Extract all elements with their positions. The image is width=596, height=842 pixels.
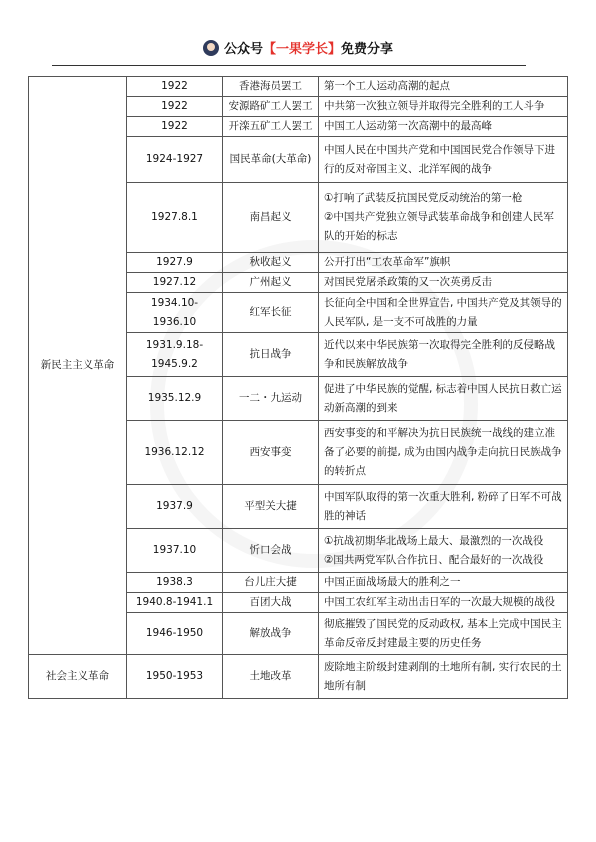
avatar-icon	[203, 40, 219, 56]
event-cell: 一二・九运动	[223, 377, 319, 421]
year-cell: 1927.12	[127, 273, 223, 293]
event-cell: 广州起义	[223, 273, 319, 293]
significance-line: 中国工农红军主动出击日军的一次最大规模的战役	[324, 596, 555, 608]
year-cell: 1935.12.9	[127, 377, 223, 421]
event-cell: 红军长征	[223, 293, 319, 333]
significance-line: ②中国共产党独立领导武装革命战争和创建人民军队的开始的标志	[324, 211, 554, 242]
year-cell: 1922	[127, 97, 223, 117]
significance-cell	[319, 117, 568, 137]
significance-cell	[319, 377, 568, 421]
significance-line: 废除地主阶级封建剥削的土地所有制, 实行农民的土地所有制	[324, 660, 562, 692]
significance-cell	[319, 421, 568, 485]
year-cell: 1937.10	[127, 529, 223, 573]
significance-cell	[319, 333, 568, 377]
header-brand: 一果学长	[275, 42, 328, 57]
event-cell: 平型关大捷	[223, 485, 319, 529]
event-cell: 香港海员罢工	[223, 77, 319, 97]
significance-line: 中国军队取得的第一次重大胜利, 粉碎了日军不可战胜的神话	[324, 490, 562, 522]
event-cell: 抗日战争	[223, 333, 319, 377]
significance-cell	[319, 97, 568, 117]
category-cell: 新民主主义革命	[29, 77, 127, 655]
year-cell: 1936.12.12	[127, 421, 223, 485]
significance-line: ①抗战初期华北战场上最大、最激烈的一次战役	[324, 534, 544, 547]
header-suffix: 免费分享	[341, 42, 394, 57]
significance-line: 中国工人运动第一次高潮中的最高峰	[324, 120, 492, 132]
event-cell: 开滦五矿工人罢工	[223, 117, 319, 137]
year-cell: 1931.9.18-1945.9.2	[127, 333, 223, 377]
significance-cell	[319, 593, 568, 613]
event-cell: 忻口会战	[223, 529, 319, 573]
year-cell: 1937.9	[127, 485, 223, 529]
category-cell: 社会主义革命	[29, 655, 127, 699]
event-cell: 安源路矿工人罢工	[223, 97, 319, 117]
header-bracket-open: 【	[262, 42, 276, 57]
significance-line: 第一个工人运动高潮的起点	[324, 80, 450, 92]
significance-line: 促进了中华民族的觉醒, 标志着中国人民抗日救亡运动新高潮的到来	[324, 382, 562, 414]
year-cell: 1950-1953	[127, 655, 223, 699]
significance-cell	[319, 253, 568, 273]
event-cell: 国民革命(大革命)	[223, 137, 319, 183]
history-table	[28, 76, 568, 699]
significance-cell	[319, 655, 568, 699]
header-bracket-close: 】	[328, 42, 342, 57]
significance-cell	[319, 293, 568, 333]
significance-cell	[319, 529, 568, 573]
year-cell: 1927.8.1	[127, 183, 223, 253]
significance-line: 公开打出“工农革命军”旗帜	[324, 256, 451, 268]
page-header	[0, 38, 596, 62]
significance-line: 中共第一次独立领导并取得完全胜利的工人斗争	[324, 100, 545, 112]
significance-line: 中国人民在中国共产党和中国国民党合作领导下进行的反对帝国主义、北洋军阀的战争	[324, 143, 555, 175]
event-cell: 西安事变	[223, 421, 319, 485]
significance-cell	[319, 613, 568, 655]
table-row	[29, 655, 568, 699]
significance-line: 长征向全中国和全世界宣告, 中国共产党及其领导的人民军队, 是一支不可战胜的力量	[324, 296, 562, 328]
significance-line: 彻底摧毁了国民党的反动政权, 基本上完成中国民主革命反帝反封建最主要的历史任务	[324, 617, 562, 649]
event-cell: 土地改革	[223, 655, 319, 699]
event-cell: 解放战争	[223, 613, 319, 655]
significance-line: ②国共两党军队合作抗日、配合最好的一次战役	[324, 553, 544, 566]
significance-line: 近代以来中华民族第一次取得完全胜利的反侵略战争和民族解放战争	[324, 338, 555, 370]
significance-cell	[319, 77, 568, 97]
year-cell: 1934.10-1936.10	[127, 293, 223, 333]
significance-cell	[319, 137, 568, 183]
event-cell: 百团大战	[223, 593, 319, 613]
header-prefix: 公众号	[223, 42, 263, 57]
year-cell: 1938.3	[127, 573, 223, 593]
event-cell: 台儿庄大捷	[223, 573, 319, 593]
header-divider	[52, 65, 526, 66]
year-cell: 1946-1950	[127, 613, 223, 655]
significance-cell	[319, 183, 568, 253]
significance-cell	[319, 573, 568, 593]
year-cell: 1924-1927	[127, 137, 223, 183]
significance-line: 西安事变的和平解决为抗日民族统一战线的建立准备了必要的前提, 成为由国内战争走向抗日民族战争的转折点	[324, 427, 562, 477]
significance-cell	[319, 485, 568, 529]
significance-line: ①打响了武装反抗国民党反动统治的第一枪	[324, 192, 523, 204]
year-cell: 1940.8-1941.1	[127, 593, 223, 613]
event-cell: 南昌起义	[223, 183, 319, 253]
event-cell: 秋收起义	[223, 253, 319, 273]
year-cell: 1927.9	[127, 253, 223, 273]
significance-line: 中国正面战场最大的胜利之一	[324, 576, 461, 588]
significance-line: 对国民党屠杀政策的又一次英勇反击	[324, 276, 492, 288]
year-cell: 1922	[127, 117, 223, 137]
table-row	[29, 77, 568, 97]
significance-cell	[319, 273, 568, 293]
year-cell: 1922	[127, 77, 223, 97]
